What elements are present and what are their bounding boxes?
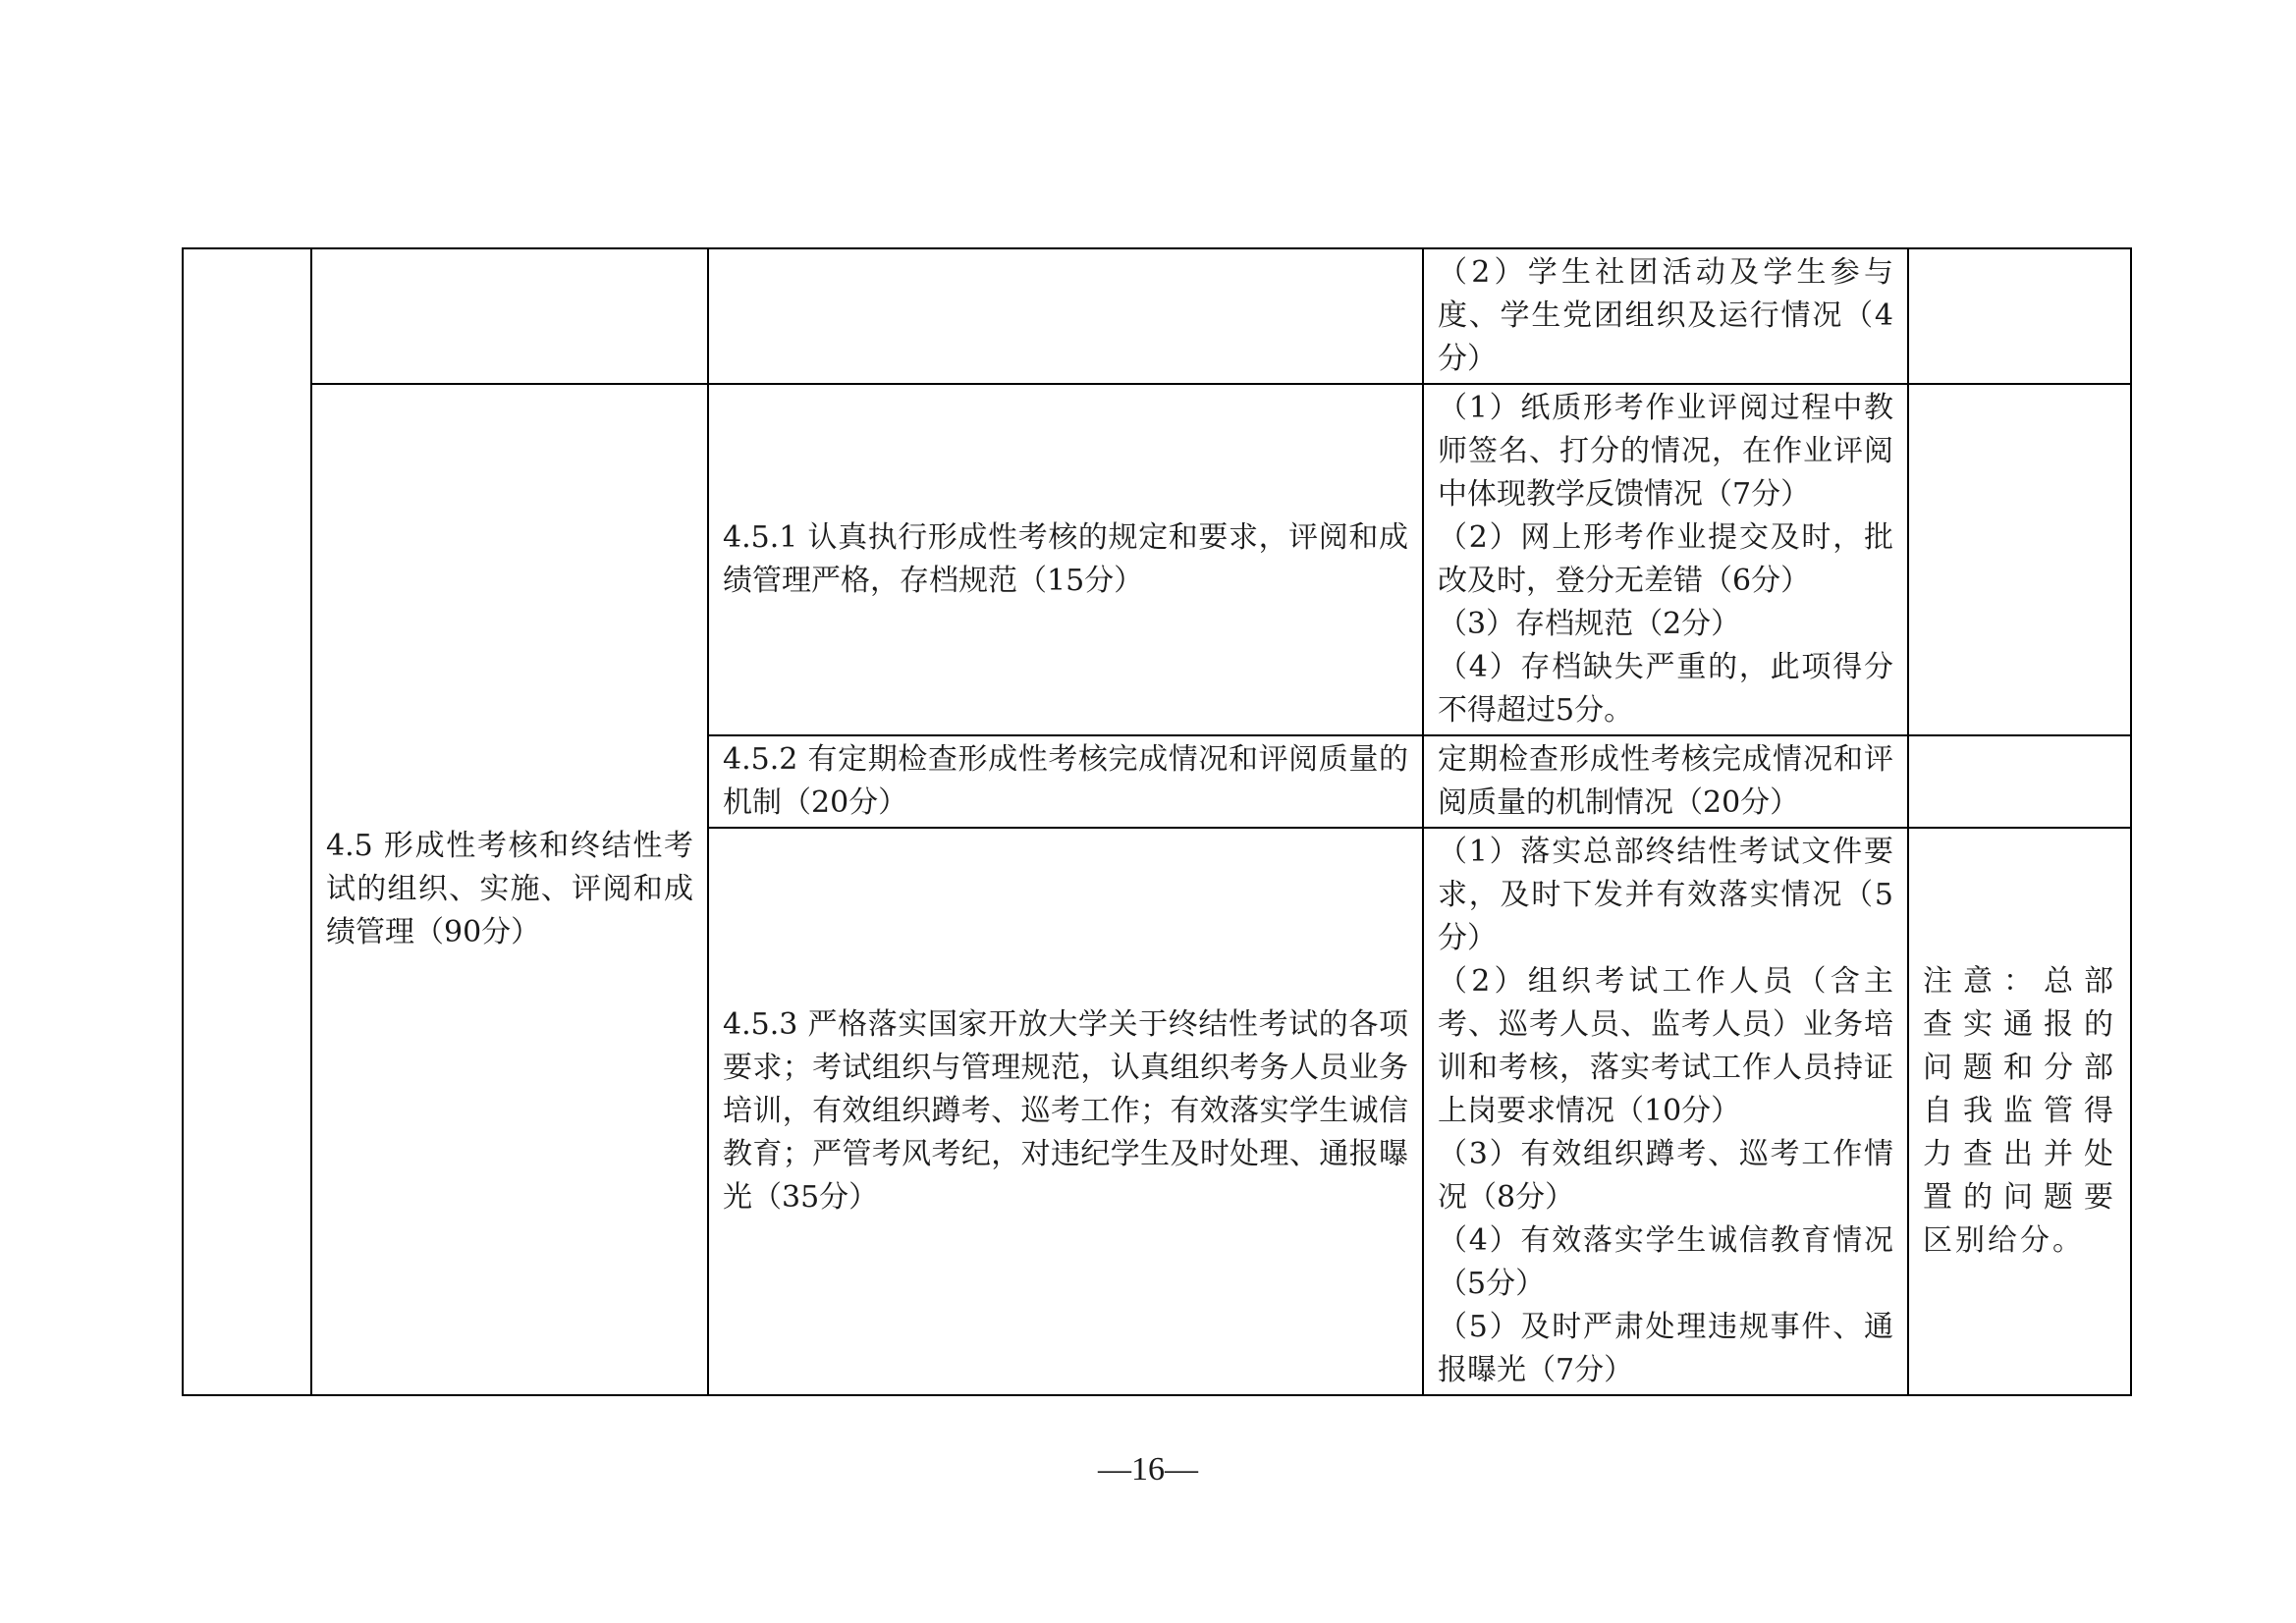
note-cell (1908, 248, 2131, 384)
table-row (183, 248, 2131, 384)
criteria-item: （1）纸质形考作业评阅过程中教师签名、打分的情况，在作业评阅中体现教学反馈情况（7分） (1438, 391, 1893, 512)
criteria-item: （4）存档缺失严重的，此项得分不得超过5分。 (1438, 650, 1893, 728)
criteria-cell-4-5-3 (1423, 828, 1908, 1395)
section-label-cell: 4.5 形成性考核和终结性考试的组织、实施、评阅和成绩管理（90分） (311, 384, 708, 1395)
note-cell-4-5-3: 注意：总部查实通报的问题和分部自我监管得力查出并处置的问题要区别给分。 (1908, 828, 2131, 1395)
table-row (183, 384, 2131, 735)
note-cell-4-5-2 (1908, 735, 2131, 828)
criteria-item: （3）存档规范（2分） (1438, 607, 1741, 641)
criteria-item: （1）落实总部终结性考试文件要求，及时下发并有效落实情况（5分） (1438, 835, 1893, 955)
criteria-item: （2）网上形考作业提交及时，批改及时，登分无差错（6分） (1438, 520, 1893, 598)
criteria-cell: （2）学生社团活动及学生参与度、学生党团组织及运行情况（4分） (1423, 248, 1908, 384)
criteria-item: （5）及时严肃处理违规事件、通报曝光（7分） (1438, 1310, 1893, 1387)
criteria-item: （3）有效组织蹲考、巡考工作情况（8分） (1438, 1137, 1893, 1215)
requirement-cell-4-5-1: 4.5.1 认真执行形成性考核的规定和要求，评阅和成绩管理严格，存档规范（15分） (708, 384, 1423, 735)
primary-indicator-cell (183, 248, 311, 1395)
criteria-item: （2）组织考试工作人员（含主考、巡考人员、监考人员）业务培训和考核，落实考试工作人员持证上岗要求情况（10分） (1438, 964, 1893, 1128)
secondary-indicator-cell (311, 248, 708, 384)
requirement-cell-4-5-2: 4.5.2 有定期检查形成性考核完成情况和评阅质量的机制（20分） (708, 735, 1423, 828)
requirement-cell (708, 248, 1423, 384)
criteria-item: （4）有效落实学生诚信教育情况（5分） (1438, 1223, 1893, 1301)
note-cell-4-5-1 (1908, 384, 2131, 735)
page-number: —16— (1098, 1451, 1198, 1488)
criteria-cell-4-5-2: 定期检查形成性考核完成情况和评阅质量的机制情况（20分） (1423, 735, 1908, 828)
criteria-cell-4-5-1 (1423, 384, 1908, 735)
requirement-cell-4-5-3: 4.5.3 严格落实国家开放大学关于终结性考试的各项要求；考试组织与管理规范，认真组织考务人员业务培训，有效组织蹲考、巡考工作；有效落实学生诚信教育；严管考风考纪，对违纪学生及时处理、通报曝光（35分） (708, 828, 1423, 1395)
evaluation-table (182, 247, 2132, 1396)
